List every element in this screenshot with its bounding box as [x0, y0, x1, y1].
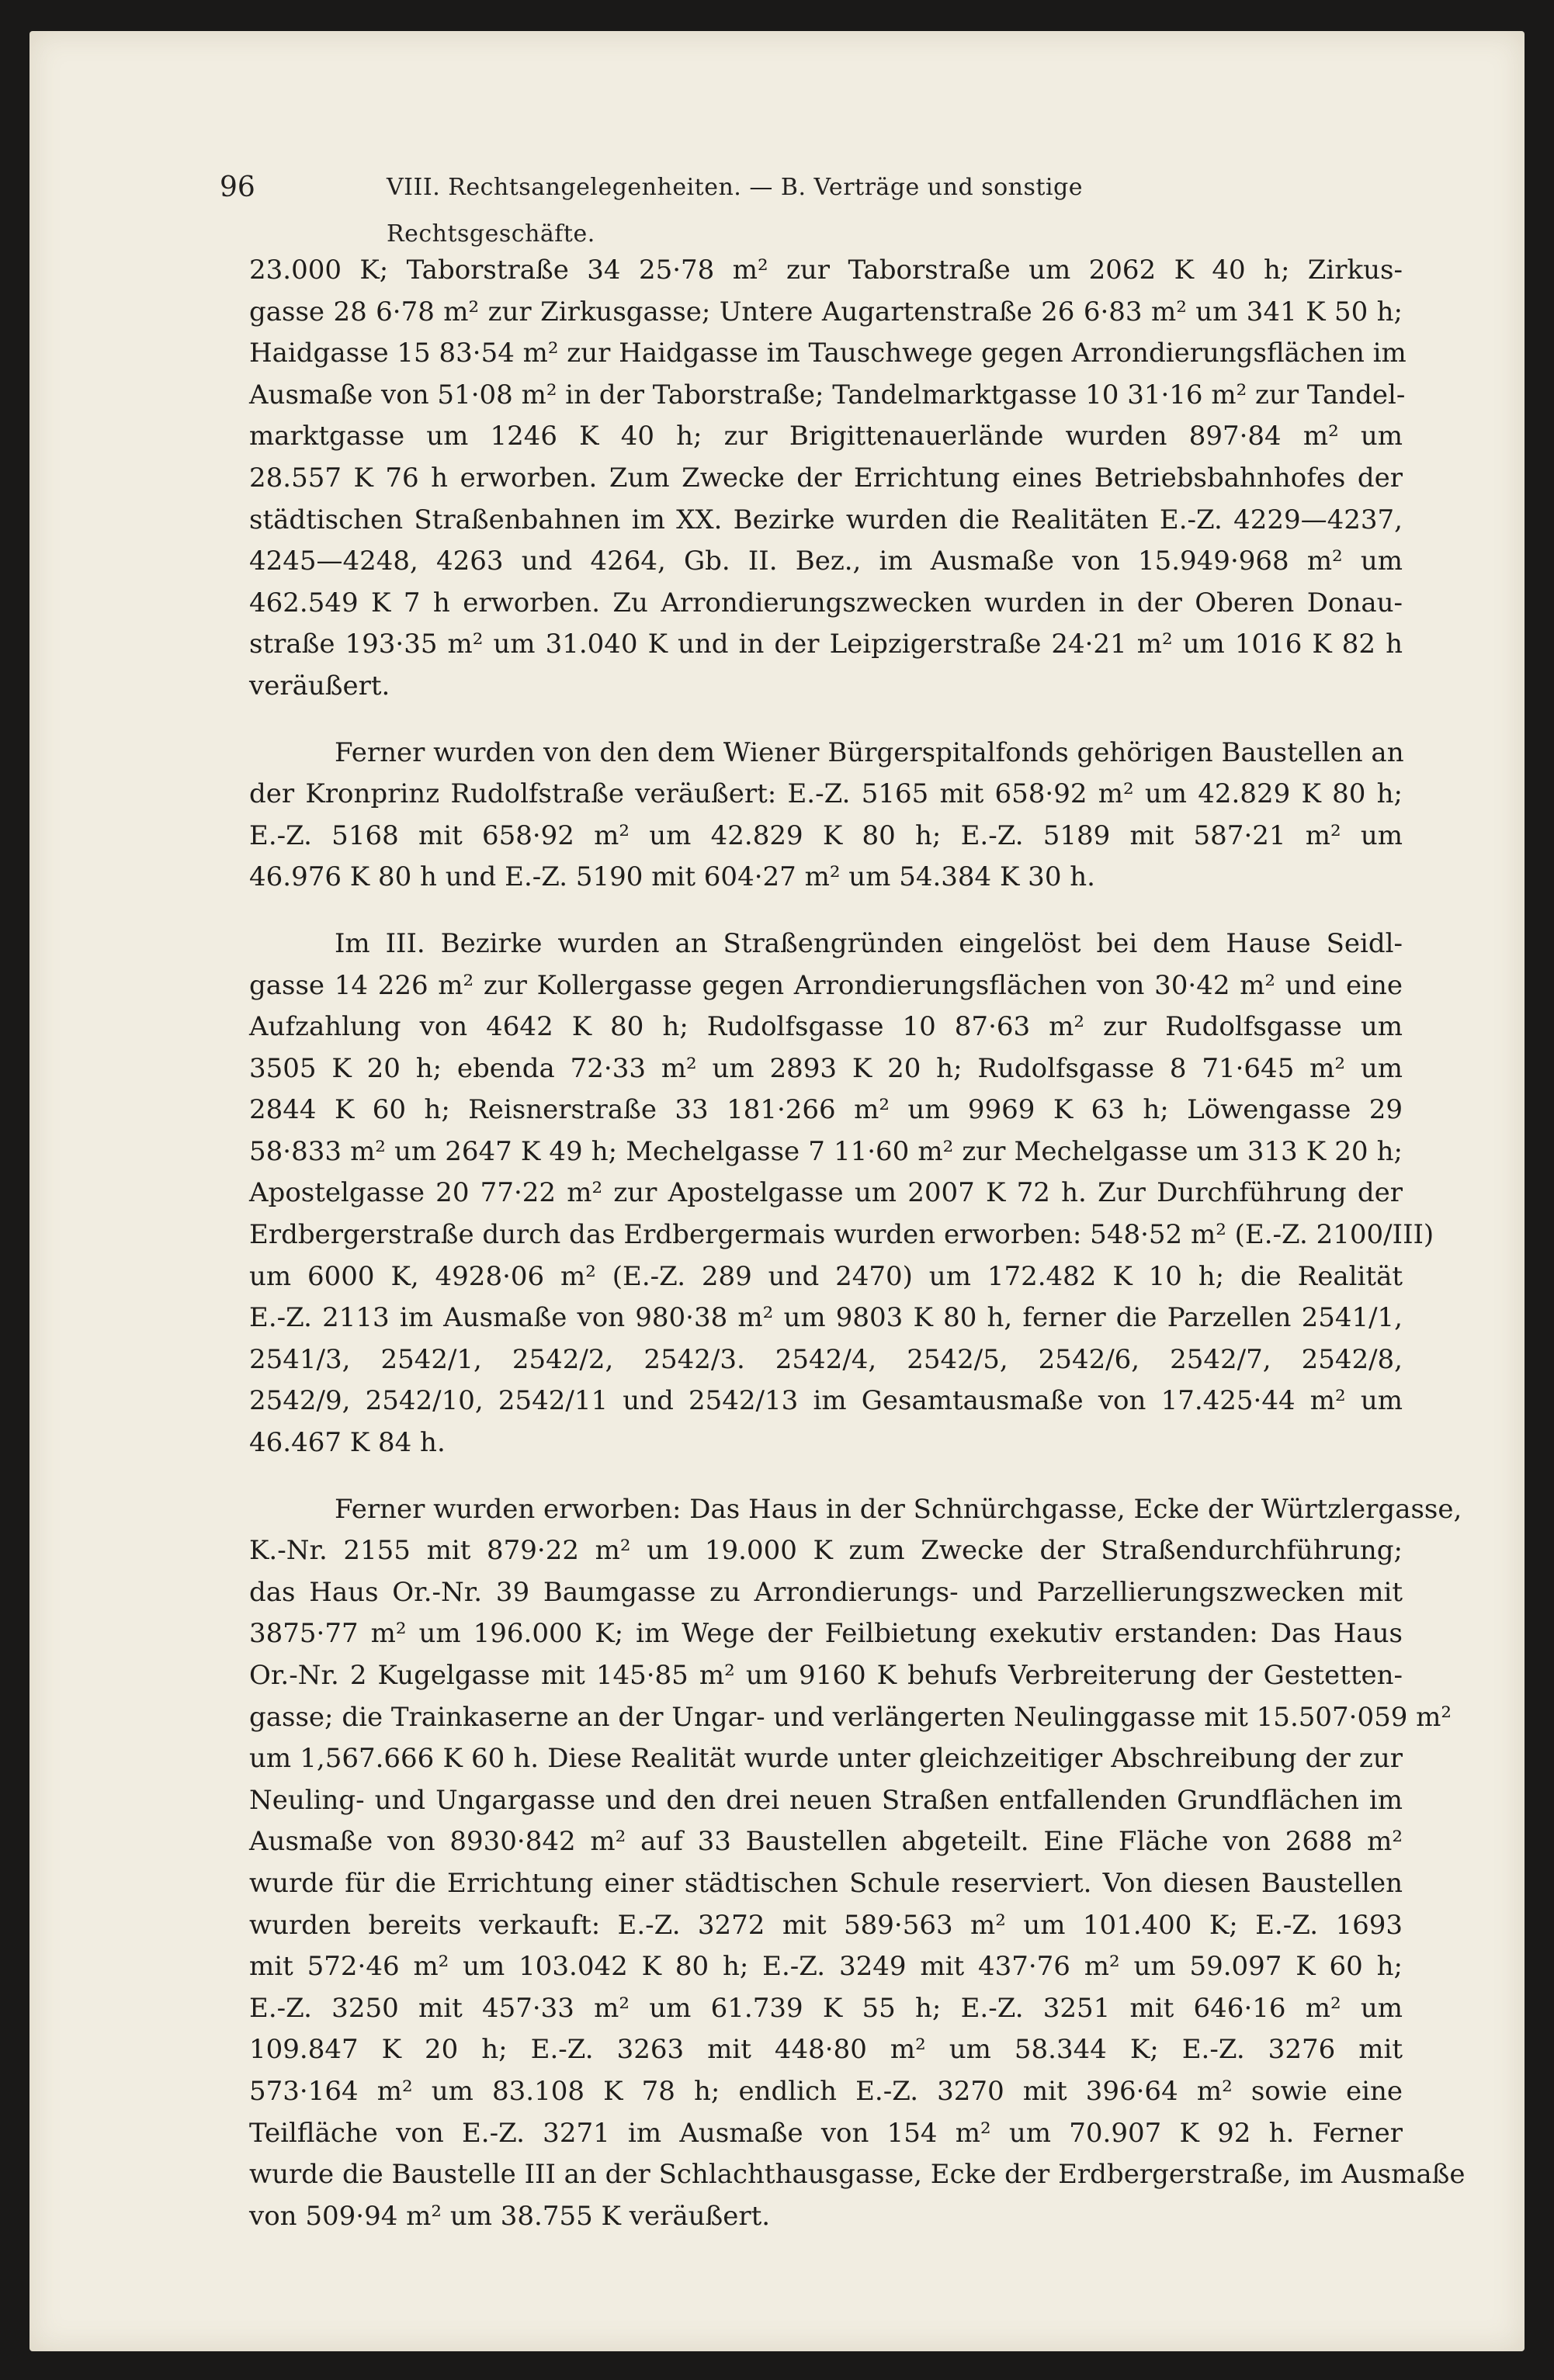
- text-line: wurden bereits verkauft: E.-Z. 3272 mit 589·563 m² um 101.400 K; E.-Z. 1693: [249, 1909, 1403, 1941]
- text-line: Ausmaße von 8930·842 m² auf 33 Baustellen abgeteilt. Eine Fläche von 2688 m²: [249, 1826, 1403, 1858]
- running-title: VIII. Rechtsangelegenheiten. — B. Verträge und sonstige Rechtsgeschäfte.: [387, 174, 1083, 248]
- text-line: 2541/3, 2542/1, 2542/2, 2542/3. 2542/4, 2542/5, 2542/6, 2542/7, 2542/8,: [249, 1343, 1403, 1375]
- text-line: E.-Z. 5168 mit 658·92 m² um 42.829 K 80 h; E.-Z. 5189 mit 587·21 m² um: [249, 819, 1403, 851]
- text-line: 3875·77 m² um 196.000 K; im Wege der Feilbietung exekutiv erstanden: Das Haus: [249, 1618, 1403, 1650]
- text-line: K.-Nr. 2155 mit 879·22 m² um 19.000 K zum Zwecke der Straßendurchführung;: [249, 1535, 1403, 1567]
- text-line: von 509·94 m² um 38.755 K veräußert.: [249, 2200, 771, 2232]
- text-line: 46.467 K 84 h.: [249, 1427, 446, 1459]
- text-line: Ausmaße von 51·08 m² in der Taborstraße; Tandelmarktgasse 10 31·16 m² zur Tandel-: [249, 379, 1406, 411]
- text-line: straße 193·35 m² um 31.040 K und in der Leipzigerstraße 24·21 m² um 1016 K 82 h: [249, 629, 1403, 660]
- text-line: veräußert.: [249, 670, 390, 702]
- text-line: Teilfläche von E.-Z. 3271 im Ausmaße von 154 m² um 70.907 K 92 h. Ferner: [249, 2117, 1403, 2149]
- text-line: 46.976 K 80 h und E.-Z. 5190 mit 604·27 m² um 54.384 K 30 h.: [249, 861, 1095, 893]
- text-line: wurde die Baustelle III an der Schlachthausgasse, Ecke der Erdbergerstraße, im Ausmaße: [249, 2159, 1466, 2191]
- text-line: 23.000 K; Taborstraße 34 25·78 m² zur Taborstraße um 2062 K 40 h; Zirkus-: [249, 255, 1403, 286]
- text-line: städtischen Straßenbahnen im XX. Bezirke wurden die Realitäten E.-Z. 4229—4237,: [249, 504, 1403, 535]
- text-line: Erdbergerstraße durch das Erdbergermais wurden erworben: 548·52 m² (E.-Z. 2100/III): [249, 1219, 1434, 1251]
- text-line: 28.557 K 76 h erworben. Zum Zwecke der Errichtung eines Betriebsbahnhofes der: [249, 462, 1403, 494]
- text-line: 58·833 m² um 2647 K 49 h; Mechelgasse 7 11·60 m² zur Mechelgasse um 313 K 20 h;: [249, 1135, 1403, 1167]
- text-line: 2542/9, 2542/10, 2542/11 und 2542/13 im Gesamtausmaße von 17.425·44 m² um: [249, 1385, 1403, 1417]
- paragraph: [249, 250, 1407, 708]
- text-line: Or.-Nr. 2 Kugelgasse mit 145·85 m² um 9160 K behufs Verbreiterung der Gestetten-: [249, 1660, 1403, 1691]
- text-line: Aufzahlung von 4642 K 80 h; Rudolfsgasse 10 87·63 m² zur Rudolfsgasse um: [249, 1011, 1403, 1043]
- text-line: marktgasse um 1246 K 40 h; zur Brigittenauerlände wurden 897·84 m² um: [249, 421, 1403, 452]
- text-line: Ferner wurden von den dem Wiener Bürgerspitalfonds gehörigen Baustellen an: [335, 736, 1404, 768]
- paragraph: [249, 733, 1403, 899]
- text-line: 573·164 m² um 83.108 K 78 h; endlich E.-Z. 3270 mit 396·64 m² sowie eine: [249, 2075, 1403, 2107]
- text-line: der Kronprinz Rudolfstraße veräußert: E.-Z. 5165 mit 658·92 m² um 42.829 K 80 h;: [249, 778, 1403, 810]
- text-line: um 1,567.666 K 60 h. Diese Realität wurde unter gleichzeitiger Abschreibung der zur: [249, 1743, 1403, 1775]
- text-line: um 6000 K, 4928·06 m² (E.-Z. 289 und 2470) um 172.482 K 10 h; die Realität: [249, 1260, 1403, 1292]
- text-line: 462.549 K 7 h erworben. Zu Arrondierungszwecken wurden in der Oberen Donau-: [249, 587, 1403, 618]
- text-line: mit 572·46 m² um 103.042 K 80 h; E.-Z. 3249 mit 437·76 m² um 59.097 K 60 h;: [249, 1951, 1403, 1983]
- text-line: Im III. Bezirke wurden an Straßengründen eingelöst bei dem Hause Seidl-: [335, 927, 1403, 959]
- running-header: [220, 165, 1268, 248]
- text-line: 3505 K 20 h; ebenda 72·33 m² um 2893 K 20 h; Rudolfsgasse 8 71·645 m² um: [249, 1052, 1403, 1084]
- text-line: wurde für die Errichtung einer städtischen Schule reserviert. Von diesen Baustellen: [249, 1867, 1403, 1899]
- text-line: Neuling- und Ungargasse und den drei neuen Straßen entfallenden Grundflächen im: [249, 1784, 1403, 1816]
- text-line: E.-Z. 3250 mit 457·33 m² um 61.739 K 55 h; E.-Z. 3251 mit 646·16 m² um: [249, 1992, 1403, 2024]
- text-line: 2844 K 60 h; Reisnerstraße 33 181·266 m² um 9969 K 63 h; Löwengasse 29: [249, 1094, 1403, 1126]
- text-line: E.-Z. 2113 im Ausmaße von 980·38 m² um 9803 K 80 h, ferner die Parzellen 2541/1,: [249, 1302, 1403, 1334]
- body-text: [249, 250, 1466, 2262]
- text-line: 4245—4248, 4263 und 4264, Gb. II. Bez., im Ausmaße von 15.949·968 m² um: [249, 546, 1403, 577]
- text-line: gasse; die Trainkaserne an der Ungar- und verlängerten Neulinggasse mit 15.507·059 m²: [249, 1701, 1452, 1733]
- text-line: das Haus Or.-Nr. 39 Baumgasse zu Arrondierungs- und Parzellierungszwecken mit: [249, 1576, 1403, 1608]
- paragraph: [249, 1489, 1466, 2238]
- paragraph: [249, 923, 1434, 1464]
- text-line: 109.847 K 20 h; E.-Z. 3263 mit 448·80 m² um 58.344 K; E.-Z. 3276 mit: [249, 2034, 1403, 2066]
- document-page: [29, 31, 1525, 2351]
- text-line: Ferner wurden erworben: Das Haus in der Schnürchgasse, Ecke der Würtzlergasse,: [335, 1493, 1462, 1525]
- text-line: Haidgasse 15 83·54 m² zur Haidgasse im Tauschwege gegen Arrondierungsflächen im: [249, 338, 1407, 369]
- text-line: gasse 28 6·78 m² zur Zirkusgasse; Untere Augartenstraße 26 6·83 m² um 341 K 50 h;: [249, 296, 1403, 327]
- text-line: gasse 14 226 m² zur Kollergasse gegen Arrondierungsflächen von 30·42 m² und eine: [249, 969, 1403, 1001]
- page-number: 96: [220, 171, 255, 203]
- text-line: Apostelgasse 20 77·22 m² zur Apostelgasse um 2007 K 72 h. Zur Durchführung der: [249, 1177, 1403, 1209]
